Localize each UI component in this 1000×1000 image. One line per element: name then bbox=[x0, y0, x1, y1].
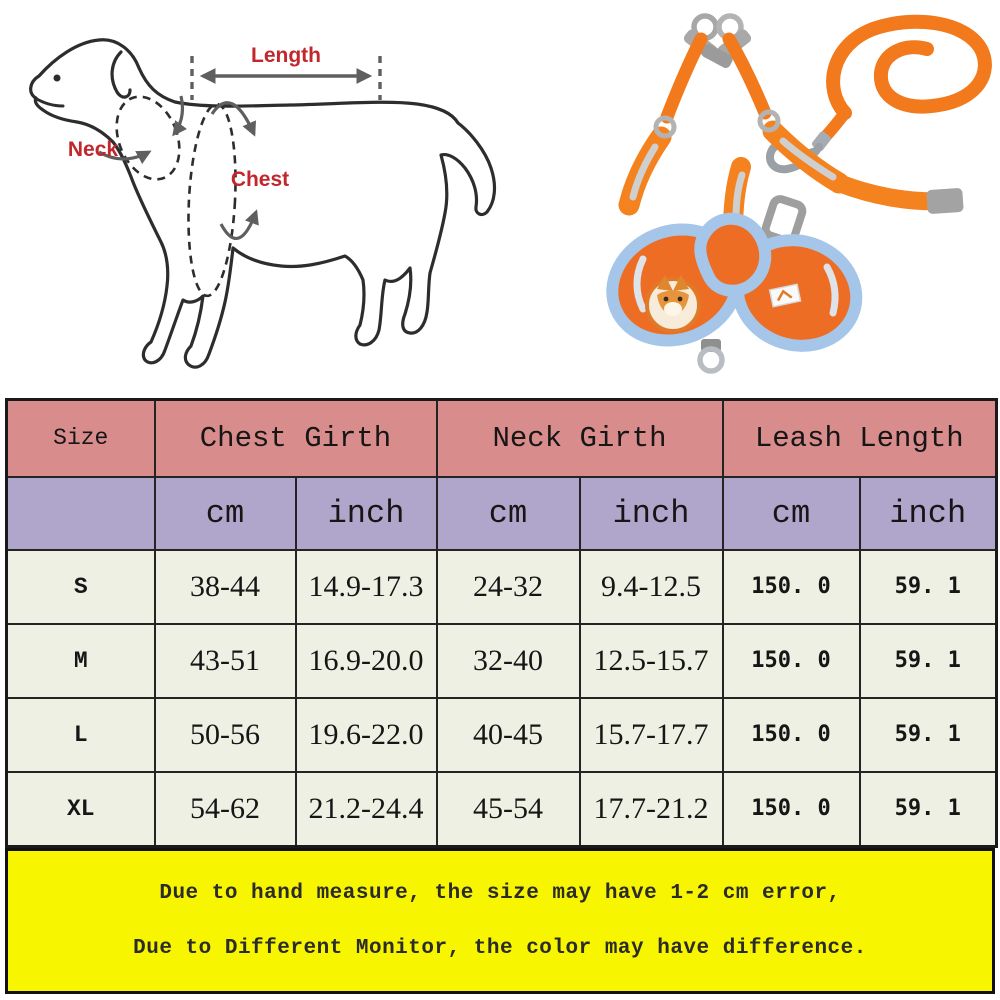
value-cell: 12.5-15.7 bbox=[580, 624, 723, 698]
value-cell: 50-56 bbox=[155, 698, 296, 772]
unit-cell: inch bbox=[580, 477, 723, 550]
dog-outline-icon bbox=[31, 40, 495, 367]
value-cell: 150. 0 bbox=[723, 550, 860, 624]
value-cell: 17.7-21.2 bbox=[580, 772, 723, 847]
size-table-section bbox=[5, 398, 998, 848]
value-cell: 16.9-20.0 bbox=[296, 624, 437, 698]
value-cell: 59. 1 bbox=[860, 550, 997, 624]
value-cell: 40-45 bbox=[437, 698, 580, 772]
value-cell: 150. 0 bbox=[723, 698, 860, 772]
value-cell: 43-51 bbox=[155, 624, 296, 698]
table-row-m bbox=[7, 624, 997, 698]
header-leash-length: Leash Length bbox=[723, 400, 997, 477]
unit-cell: cm bbox=[723, 477, 860, 550]
value-cell: 59. 1 bbox=[860, 772, 997, 847]
strap-slider-right-icon bbox=[926, 188, 964, 214]
harness-product-photo bbox=[583, 5, 998, 380]
table-row-s bbox=[7, 550, 997, 624]
value-cell: 59. 1 bbox=[860, 698, 997, 772]
neck-label: Neck bbox=[67, 138, 119, 161]
size-cell: S bbox=[7, 550, 155, 624]
value-cell: 21.2-24.4 bbox=[296, 772, 437, 847]
value-cell: 24-32 bbox=[437, 550, 580, 624]
value-cell: 15.7-17.7 bbox=[580, 698, 723, 772]
value-cell: 59. 1 bbox=[860, 624, 997, 698]
unit-cell-blank bbox=[7, 477, 155, 550]
size-cell: L bbox=[7, 698, 155, 772]
disclaimer-line-1: Due to hand measure, the size may have 1-2 cm error, bbox=[159, 882, 841, 906]
value-cell: 9.4-12.5 bbox=[580, 550, 723, 624]
value-cell: 38-44 bbox=[155, 550, 296, 624]
value-cell: 45-54 bbox=[437, 772, 580, 847]
dog-eye-icon bbox=[54, 75, 61, 82]
header-chest-girth: Chest Girth bbox=[155, 400, 437, 477]
chest-pad-icon bbox=[595, 211, 870, 361]
disclaimer-line-2: Due to Different Monitor, the color may have difference. bbox=[133, 936, 867, 960]
unit-cell: cm bbox=[155, 477, 296, 550]
unit-cell: inch bbox=[860, 477, 997, 550]
disclaimer-banner bbox=[5, 848, 995, 994]
value-cell: 150. 0 bbox=[723, 772, 860, 847]
size-cell: XL bbox=[7, 772, 155, 847]
value-cell: 19.6-22.0 bbox=[296, 698, 437, 772]
value-cell: 32-40 bbox=[437, 624, 580, 698]
value-cell: 54-62 bbox=[155, 772, 296, 847]
size-cell: M bbox=[7, 624, 155, 698]
value-cell: 14.9-17.3 bbox=[296, 550, 437, 624]
length-label: Length bbox=[251, 44, 321, 67]
unit-cell: inch bbox=[296, 477, 437, 550]
value-cell: 150. 0 bbox=[723, 624, 860, 698]
size-table bbox=[5, 398, 998, 848]
header-size: Size bbox=[7, 400, 155, 477]
dog-measurement-diagram bbox=[5, 10, 520, 390]
header-neck-girth: Neck Girth bbox=[437, 400, 723, 477]
bottom-d-ring-icon bbox=[700, 339, 722, 371]
table-row-l bbox=[7, 698, 997, 772]
table-row-xl bbox=[7, 772, 997, 847]
leash-coil-icon bbox=[824, 22, 985, 138]
chest-label: Chest bbox=[230, 168, 290, 191]
unit-cell: cm bbox=[437, 477, 580, 550]
